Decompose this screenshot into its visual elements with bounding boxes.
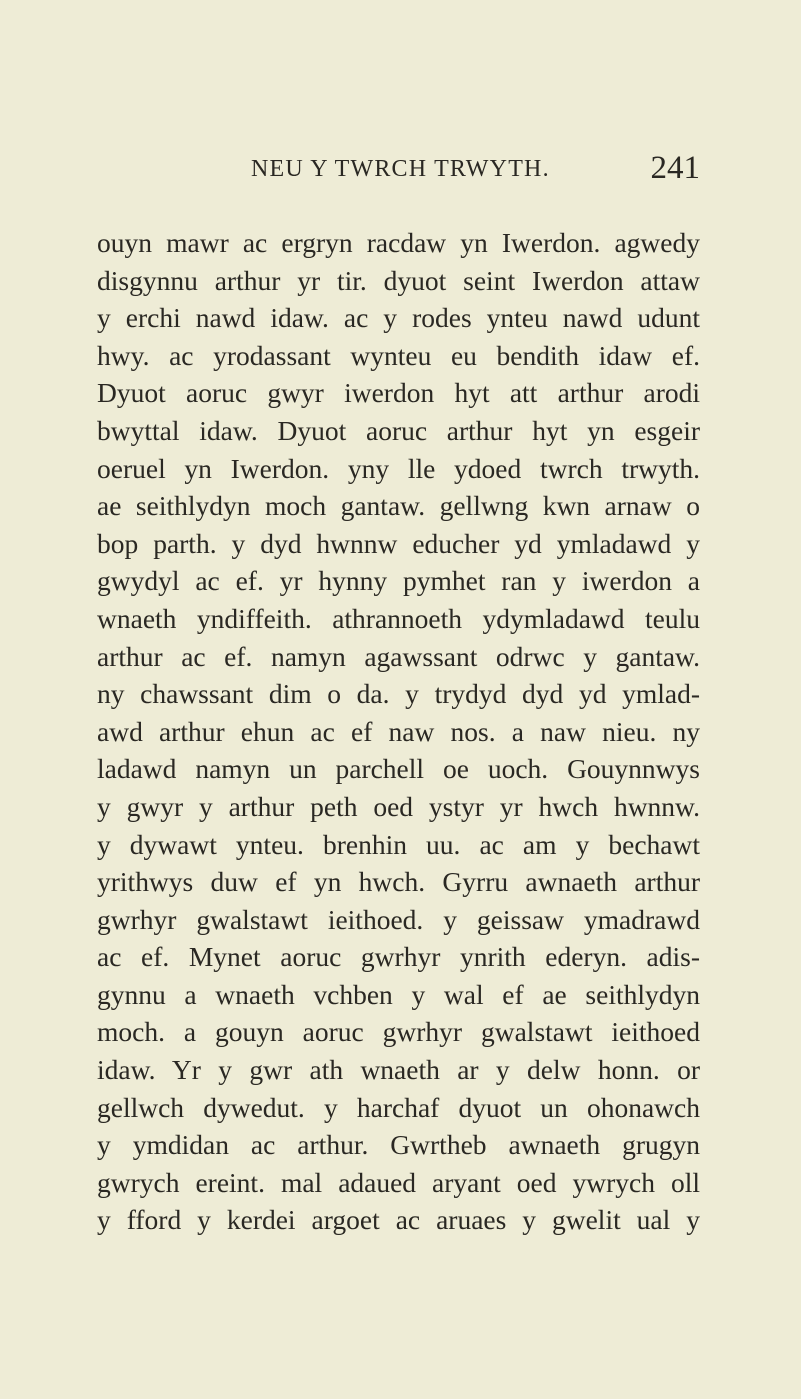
- text-line: bwyttal idaw. Dyuot aoruc arthur hyt yn esgeir: [97, 414, 700, 446]
- text-line: yrithwys duw ef yn hwch. Gyrru awnaeth arthur: [97, 866, 700, 898]
- text-line: wnaeth yndiffeith. athrannoeth ydymladawd teulu: [97, 602, 700, 634]
- text-line: ouyn mawr ac ergryn racdaw yn Iwerdon. agwedy: [97, 227, 700, 258]
- text-line: moch. a gouyn aoruc gwrhyr gwalstawt ieithoed: [97, 1016, 700, 1048]
- body-text: [97, 224, 700, 1239]
- text-line: awd arthur ehun ac ef naw nos. a naw nieu. ny: [97, 715, 700, 747]
- text-line: disgynnu arthur yr tir. dyuot seint Iwerdon attaw: [97, 264, 700, 296]
- text-line: gynnu a wnaeth vchben y wal ef ae seithlydyn: [97, 978, 700, 1010]
- text-line: y ymdidan ac arthur. Gwrtheb awnaeth grugyn: [97, 1129, 700, 1161]
- text-line: arthur ac ef. namyn agawssant odrwc y gantaw.: [97, 640, 700, 672]
- text-line: y dywawt ynteu. brenhin uu. ac am y bechawt: [97, 828, 700, 860]
- text-line: ac ef. Mynet aoruc gwrhyr ynrith ederyn. adis-: [97, 941, 700, 973]
- page-number: 241: [650, 150, 700, 186]
- text-line: Dyuot aoruc gwyr iwerdon hyt att arthur arodi: [97, 377, 700, 409]
- running-title: NEU Y TWRCH TRWYTH.: [251, 156, 550, 182]
- text-line: ny chawssant dim o da. y trydyd dyd yd ymlad-: [97, 678, 700, 710]
- text-line: gellwch dywedut. y harchaf dyuot un ohonawch: [97, 1091, 700, 1123]
- page-header: [96, 150, 700, 190]
- text-line: gwrych ereint. mal adaued aryant oed ywrych oll: [97, 1166, 700, 1198]
- text-line: ladawd namyn un parchell oe uoch. Gouynnwys: [97, 753, 700, 785]
- text-line: idaw. Yr y gwr ath wnaeth ar y delw honn. or: [97, 1054, 700, 1086]
- text-line: bop parth. y dyd hwnnw educher yd ymladawd y: [97, 527, 700, 559]
- text-line: oeruel yn Iwerdon. yny lle ydoed twrch trwyth.: [97, 452, 700, 484]
- text-line: gwydyl ac ef. yr hynny pymhet ran y iwerdon a: [97, 565, 700, 597]
- text-line: y gwyr y arthur peth oed ystyr yr hwch hwnnw.: [97, 790, 700, 822]
- text-line: y fford y kerdei argoet ac aruaes y gwelit ual y: [97, 1204, 700, 1236]
- text-line: ae seithlydyn moch gantaw. gellwng kwn arnaw o: [97, 490, 700, 522]
- text-line: hwy. ac yrodassant wynteu eu bendith idaw ef.: [97, 339, 700, 371]
- text-line: y erchi nawd idaw. ac y rodes ynteu nawd udunt: [97, 302, 700, 334]
- text-line: gwrhyr gwalstawt ieithoed. y geissaw ymadrawd: [97, 903, 700, 935]
